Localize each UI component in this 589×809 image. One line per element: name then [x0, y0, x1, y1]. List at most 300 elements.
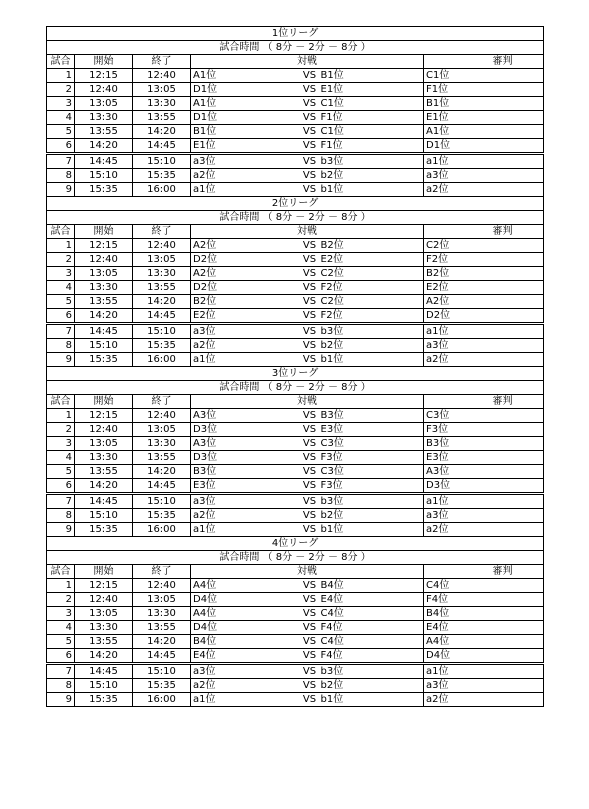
- header-end: 終了: [133, 565, 191, 579]
- away-team: F4位: [319, 621, 424, 635]
- away-team: b3位: [319, 324, 424, 339]
- referee-team: D3位: [424, 479, 544, 494]
- match-number: 2: [47, 253, 75, 267]
- match-row: [47, 309, 544, 324]
- end-time: 12:40: [133, 409, 191, 423]
- match-number: 6: [47, 649, 75, 664]
- match-time-row: [47, 41, 544, 55]
- home-team: a2位: [191, 339, 301, 353]
- referee-team: a2位: [424, 183, 544, 197]
- match-row: [47, 154, 544, 169]
- vs-label: VS: [301, 451, 319, 465]
- match-row: [47, 183, 544, 197]
- header-matchup: 対戦: [191, 565, 424, 579]
- vs-label: VS: [301, 621, 319, 635]
- match-number: 9: [47, 183, 75, 197]
- start-time: 13:05: [75, 607, 133, 621]
- home-team: B1位: [191, 125, 301, 139]
- league-title: 1位リーグ: [47, 27, 544, 41]
- vs-label: VS: [301, 139, 319, 154]
- header-end: 終了: [133, 55, 191, 69]
- end-time: 15:35: [133, 679, 191, 693]
- end-time: 14:20: [133, 125, 191, 139]
- away-team: F2位: [319, 309, 424, 324]
- away-team: C3位: [319, 437, 424, 451]
- end-time: 12:40: [133, 69, 191, 83]
- column-header-row: [47, 225, 544, 239]
- vs-label: VS: [301, 111, 319, 125]
- end-time: 13:05: [133, 83, 191, 97]
- match-number: 3: [47, 97, 75, 111]
- match-number: 9: [47, 523, 75, 537]
- end-time: 15:10: [133, 664, 191, 679]
- match-number: 7: [47, 664, 75, 679]
- referee-team: D4位: [424, 649, 544, 664]
- match-row: [47, 125, 544, 139]
- away-team: C3位: [319, 465, 424, 479]
- end-time: 15:10: [133, 154, 191, 169]
- match-row: [47, 253, 544, 267]
- referee-team: C1位: [424, 69, 544, 83]
- vs-label: VS: [301, 579, 319, 593]
- referee-team: C2位: [424, 239, 544, 253]
- match-time-label: 試合時間 （ 8分 － 2分 － 8分 ）: [47, 551, 544, 565]
- end-time: 15:35: [133, 339, 191, 353]
- match-row: [47, 111, 544, 125]
- home-team: A3位: [191, 409, 301, 423]
- end-time: 15:35: [133, 169, 191, 183]
- header-match-no: 試合: [47, 225, 75, 239]
- vs-label: VS: [301, 593, 319, 607]
- referee-team: F1位: [424, 83, 544, 97]
- home-team: E4位: [191, 649, 301, 664]
- match-row: [47, 353, 544, 367]
- start-time: 15:35: [75, 693, 133, 707]
- match-row: [47, 635, 544, 649]
- referee-team: a3位: [424, 509, 544, 523]
- header-referee: 審判: [424, 565, 544, 579]
- home-team: A2位: [191, 267, 301, 281]
- away-team: C2位: [319, 267, 424, 281]
- home-team: D1位: [191, 111, 301, 125]
- home-team: E2位: [191, 309, 301, 324]
- home-team: a3位: [191, 154, 301, 169]
- referee-team: A1位: [424, 125, 544, 139]
- start-time: 12:15: [75, 69, 133, 83]
- match-row: [47, 509, 544, 523]
- away-team: F1位: [319, 139, 424, 154]
- start-time: 13:30: [75, 451, 133, 465]
- start-time: 12:40: [75, 253, 133, 267]
- vs-label: VS: [301, 635, 319, 649]
- referee-team: a3位: [424, 169, 544, 183]
- start-time: 15:10: [75, 169, 133, 183]
- home-team: a1位: [191, 693, 301, 707]
- start-time: 12:40: [75, 83, 133, 97]
- home-team: D2位: [191, 253, 301, 267]
- vs-label: VS: [301, 465, 319, 479]
- match-number: 4: [47, 451, 75, 465]
- end-time: 13:55: [133, 621, 191, 635]
- end-time: 14:45: [133, 479, 191, 494]
- match-row: [47, 523, 544, 537]
- start-time: 15:35: [75, 353, 133, 367]
- vs-label: VS: [301, 607, 319, 621]
- vs-label: VS: [301, 664, 319, 679]
- referee-team: E3位: [424, 451, 544, 465]
- end-time: 12:40: [133, 579, 191, 593]
- away-team: B2位: [319, 239, 424, 253]
- home-team: D3位: [191, 451, 301, 465]
- start-time: 13:30: [75, 281, 133, 295]
- header-matchup: 対戦: [191, 395, 424, 409]
- match-number: 3: [47, 267, 75, 281]
- match-number: 8: [47, 339, 75, 353]
- match-row: [47, 267, 544, 281]
- match-row: [47, 479, 544, 494]
- match-number: 9: [47, 693, 75, 707]
- column-header-row: [47, 395, 544, 409]
- home-team: D3位: [191, 423, 301, 437]
- away-team: C1位: [319, 97, 424, 111]
- away-team: b2位: [319, 679, 424, 693]
- league-title-row: [47, 537, 544, 551]
- vs-label: VS: [301, 154, 319, 169]
- match-row: [47, 69, 544, 83]
- end-time: 14:20: [133, 295, 191, 309]
- end-time: 14:45: [133, 649, 191, 664]
- referee-team: a2位: [424, 523, 544, 537]
- away-team: F3位: [319, 479, 424, 494]
- home-team: E3位: [191, 479, 301, 494]
- home-team: a3位: [191, 324, 301, 339]
- vs-label: VS: [301, 281, 319, 295]
- start-time: 13:05: [75, 97, 133, 111]
- match-number: 3: [47, 607, 75, 621]
- referee-team: D2位: [424, 309, 544, 324]
- referee-team: a3位: [424, 339, 544, 353]
- match-number: 7: [47, 154, 75, 169]
- header-matchup: 対戦: [191, 225, 424, 239]
- away-team: b3位: [319, 664, 424, 679]
- referee-team: A2位: [424, 295, 544, 309]
- vs-label: VS: [301, 693, 319, 707]
- home-team: a1位: [191, 353, 301, 367]
- vs-label: VS: [301, 183, 319, 197]
- vs-label: VS: [301, 523, 319, 537]
- match-row: [47, 664, 544, 679]
- start-time: 14:20: [75, 139, 133, 154]
- vs-label: VS: [301, 253, 319, 267]
- vs-label: VS: [301, 437, 319, 451]
- start-time: 13:30: [75, 621, 133, 635]
- end-time: 13:05: [133, 253, 191, 267]
- end-time: 12:40: [133, 239, 191, 253]
- match-time-row: [47, 211, 544, 225]
- end-time: 15:35: [133, 509, 191, 523]
- vs-label: VS: [301, 324, 319, 339]
- match-row: [47, 139, 544, 154]
- match-number: 6: [47, 309, 75, 324]
- end-time: 13:55: [133, 451, 191, 465]
- match-row: [47, 579, 544, 593]
- start-time: 14:45: [75, 154, 133, 169]
- away-team: b1位: [319, 693, 424, 707]
- match-row: [47, 339, 544, 353]
- away-team: C2位: [319, 295, 424, 309]
- match-time-label: 試合時間 （ 8分 － 2分 － 8分 ）: [47, 41, 544, 55]
- away-team: b2位: [319, 509, 424, 523]
- away-team: B4位: [319, 579, 424, 593]
- referee-team: a3位: [424, 679, 544, 693]
- league-title: 4位リーグ: [47, 537, 544, 551]
- referee-team: E4位: [424, 621, 544, 635]
- league-title-row: [47, 367, 544, 381]
- home-team: D1位: [191, 83, 301, 97]
- end-time: 16:00: [133, 353, 191, 367]
- referee-team: C3位: [424, 409, 544, 423]
- referee-team: A3位: [424, 465, 544, 479]
- home-team: A2位: [191, 239, 301, 253]
- start-time: 14:45: [75, 324, 133, 339]
- match-number: 1: [47, 69, 75, 83]
- start-time: 13:05: [75, 267, 133, 281]
- match-time-row: [47, 551, 544, 565]
- match-number: 7: [47, 494, 75, 509]
- vs-label: VS: [301, 125, 319, 139]
- start-time: 14:20: [75, 309, 133, 324]
- referee-team: B1位: [424, 97, 544, 111]
- start-time: 13:55: [75, 465, 133, 479]
- end-time: 15:10: [133, 324, 191, 339]
- match-row: [47, 593, 544, 607]
- home-team: a2位: [191, 509, 301, 523]
- vs-label: VS: [301, 169, 319, 183]
- home-team: B2位: [191, 295, 301, 309]
- vs-label: VS: [301, 69, 319, 83]
- home-team: a1位: [191, 523, 301, 537]
- vs-label: VS: [301, 494, 319, 509]
- away-team: C4位: [319, 635, 424, 649]
- match-row: [47, 281, 544, 295]
- referee-team: B3位: [424, 437, 544, 451]
- start-time: 13:55: [75, 295, 133, 309]
- match-time-label: 試合時間 （ 8分 － 2分 － 8分 ）: [47, 211, 544, 225]
- match-number: 2: [47, 423, 75, 437]
- away-team: E4位: [319, 593, 424, 607]
- start-time: 13:30: [75, 111, 133, 125]
- column-header-row: [47, 55, 544, 69]
- league-schedule-table: [46, 26, 544, 707]
- referee-team: a1位: [424, 664, 544, 679]
- vs-label: VS: [301, 83, 319, 97]
- match-row: [47, 465, 544, 479]
- vs-label: VS: [301, 295, 319, 309]
- vs-label: VS: [301, 353, 319, 367]
- referee-team: a2位: [424, 693, 544, 707]
- away-team: b2位: [319, 339, 424, 353]
- vs-label: VS: [301, 509, 319, 523]
- vs-label: VS: [301, 97, 319, 111]
- column-header-row: [47, 565, 544, 579]
- schedule-body: [47, 27, 544, 707]
- away-team: F1位: [319, 111, 424, 125]
- referee-team: a1位: [424, 324, 544, 339]
- away-team: E3位: [319, 423, 424, 437]
- vs-label: VS: [301, 339, 319, 353]
- match-number: 4: [47, 281, 75, 295]
- vs-label: VS: [301, 479, 319, 494]
- away-team: F2位: [319, 281, 424, 295]
- vs-label: VS: [301, 267, 319, 281]
- end-time: 13:30: [133, 437, 191, 451]
- schedule-page: [46, 26, 543, 707]
- referee-team: B4位: [424, 607, 544, 621]
- away-team: b2位: [319, 169, 424, 183]
- away-team: B3位: [319, 409, 424, 423]
- referee-team: E2位: [424, 281, 544, 295]
- away-team: b1位: [319, 353, 424, 367]
- home-team: D2位: [191, 281, 301, 295]
- match-row: [47, 423, 544, 437]
- match-time-row: [47, 381, 544, 395]
- start-time: 12:40: [75, 423, 133, 437]
- start-time: 15:10: [75, 509, 133, 523]
- referee-team: A4位: [424, 635, 544, 649]
- match-number: 4: [47, 111, 75, 125]
- match-number: 9: [47, 353, 75, 367]
- match-number: 5: [47, 635, 75, 649]
- start-time: 14:20: [75, 479, 133, 494]
- match-number: 6: [47, 139, 75, 154]
- home-team: A4位: [191, 607, 301, 621]
- home-team: D4位: [191, 593, 301, 607]
- start-time: 12:40: [75, 593, 133, 607]
- end-time: 13:55: [133, 281, 191, 295]
- end-time: 13:05: [133, 593, 191, 607]
- match-row: [47, 451, 544, 465]
- end-time: 13:30: [133, 267, 191, 281]
- match-row: [47, 607, 544, 621]
- referee-team: F2位: [424, 253, 544, 267]
- home-team: A3位: [191, 437, 301, 451]
- league-title: 2位リーグ: [47, 197, 544, 211]
- header-match-no: 試合: [47, 395, 75, 409]
- end-time: 14:20: [133, 635, 191, 649]
- match-number: 8: [47, 509, 75, 523]
- header-referee: 審判: [424, 395, 544, 409]
- header-start: 開始: [75, 225, 133, 239]
- end-time: 16:00: [133, 693, 191, 707]
- match-row: [47, 409, 544, 423]
- home-team: a2位: [191, 169, 301, 183]
- away-team: B1位: [319, 69, 424, 83]
- header-match-no: 試合: [47, 55, 75, 69]
- header-end: 終了: [133, 225, 191, 239]
- away-team: E2位: [319, 253, 424, 267]
- start-time: 15:10: [75, 339, 133, 353]
- start-time: 12:15: [75, 239, 133, 253]
- start-time: 12:15: [75, 409, 133, 423]
- away-team: b1位: [319, 183, 424, 197]
- match-number: 5: [47, 465, 75, 479]
- match-number: 8: [47, 169, 75, 183]
- header-matchup: 対戦: [191, 55, 424, 69]
- end-time: 16:00: [133, 183, 191, 197]
- match-row: [47, 693, 544, 707]
- vs-label: VS: [301, 239, 319, 253]
- start-time: 14:45: [75, 664, 133, 679]
- away-team: b3位: [319, 494, 424, 509]
- referee-team: a1位: [424, 154, 544, 169]
- start-time: 15:35: [75, 523, 133, 537]
- match-time-label: 試合時間 （ 8分 － 2分 － 8分 ）: [47, 381, 544, 395]
- match-number: 5: [47, 295, 75, 309]
- referee-team: E1位: [424, 111, 544, 125]
- away-team: b3位: [319, 154, 424, 169]
- start-time: 15:10: [75, 679, 133, 693]
- match-row: [47, 494, 544, 509]
- home-team: B3位: [191, 465, 301, 479]
- header-match-no: 試合: [47, 565, 75, 579]
- referee-team: B2位: [424, 267, 544, 281]
- match-number: 7: [47, 324, 75, 339]
- header-start: 開始: [75, 565, 133, 579]
- away-team: b1位: [319, 523, 424, 537]
- match-number: 1: [47, 579, 75, 593]
- vs-label: VS: [301, 649, 319, 664]
- home-team: A1位: [191, 69, 301, 83]
- home-team: a1位: [191, 183, 301, 197]
- referee-team: D1位: [424, 139, 544, 154]
- start-time: 15:35: [75, 183, 133, 197]
- match-row: [47, 324, 544, 339]
- vs-label: VS: [301, 679, 319, 693]
- start-time: 13:05: [75, 437, 133, 451]
- match-row: [47, 83, 544, 97]
- league-title-row: [47, 197, 544, 211]
- referee-team: F4位: [424, 593, 544, 607]
- header-start: 開始: [75, 395, 133, 409]
- match-number: 2: [47, 83, 75, 97]
- start-time: 14:45: [75, 494, 133, 509]
- vs-label: VS: [301, 309, 319, 324]
- end-time: 13:30: [133, 97, 191, 111]
- home-team: a2位: [191, 679, 301, 693]
- match-row: [47, 679, 544, 693]
- match-number: 4: [47, 621, 75, 635]
- away-team: C1位: [319, 125, 424, 139]
- header-referee: 審判: [424, 55, 544, 69]
- referee-team: a1位: [424, 494, 544, 509]
- home-team: a3位: [191, 664, 301, 679]
- match-number: 8: [47, 679, 75, 693]
- match-row: [47, 437, 544, 451]
- match-row: [47, 649, 544, 664]
- header-referee: 審判: [424, 225, 544, 239]
- away-team: F3位: [319, 451, 424, 465]
- match-row: [47, 97, 544, 111]
- home-team: A4位: [191, 579, 301, 593]
- home-team: E1位: [191, 139, 301, 154]
- match-row: [47, 295, 544, 309]
- start-time: 13:55: [75, 125, 133, 139]
- header-end: 終了: [133, 395, 191, 409]
- home-team: a3位: [191, 494, 301, 509]
- referee-team: C4位: [424, 579, 544, 593]
- start-time: 12:15: [75, 579, 133, 593]
- referee-team: F3位: [424, 423, 544, 437]
